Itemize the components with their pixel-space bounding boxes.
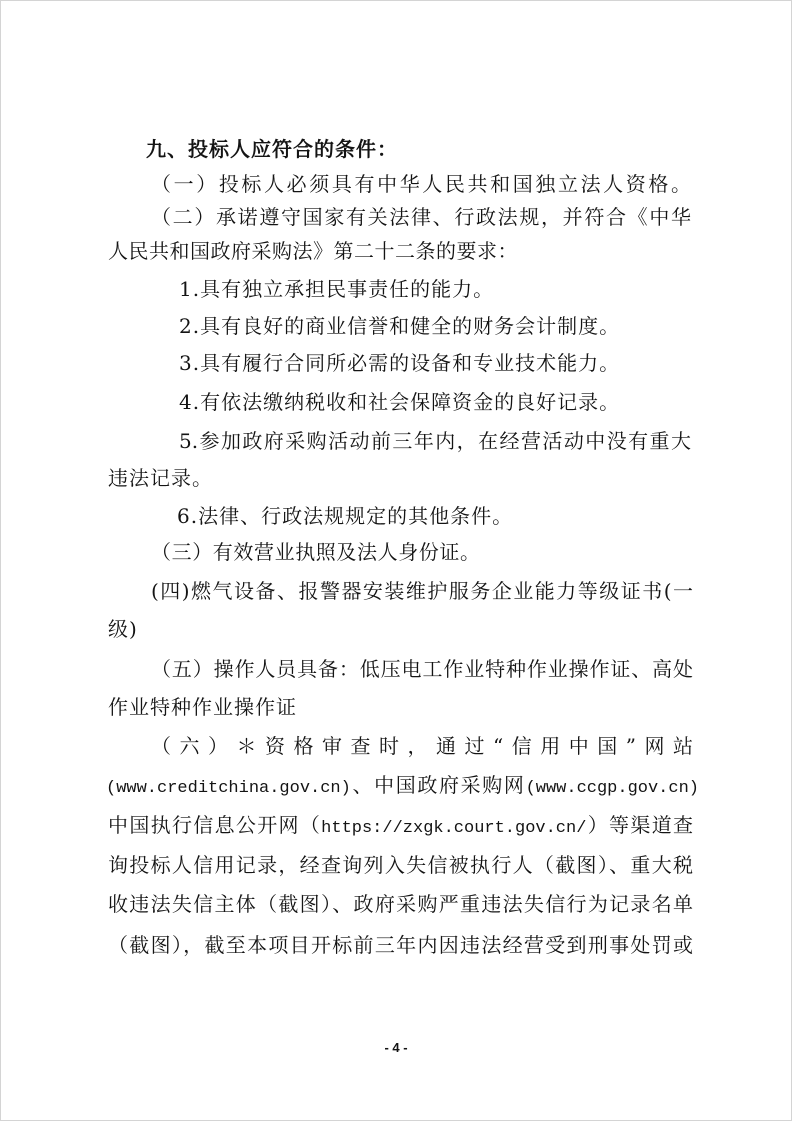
section-heading: 九、投标人应符合的条件： <box>146 137 398 161</box>
creditchina-url: (www.creditchina.gov.cn) <box>106 779 351 798</box>
sub-item-6: 6.法律、行政法规规定的其他条件。 <box>177 504 514 528</box>
ccgp-site-name: 、中国政府采购网 <box>350 773 526 797</box>
sub-item-3: 3.具有履行合同所必需的设备和专业技术能力。 <box>179 351 621 375</box>
condition-3-line-1: （三）有效营业执照及法人身份证。 <box>151 540 481 564</box>
sub-item-1: 1.具有独立承担民事责任的能力。 <box>179 277 495 301</box>
condition-6-line-4: 询投标人信用记录，经查询列入失信被执行人（截图）、重大税 <box>108 853 693 877</box>
page-number: - 4 - <box>384 1040 408 1055</box>
sub-item-5-line-1: 5.参加政府采购活动前三年内，在经营活动中没有重大 <box>179 429 691 453</box>
condition-4-line-1: (四)燃气设备、报警器安装维护服务企业能力等级证书(一 <box>151 579 693 603</box>
sub-item-5-line-2: 违法记录。 <box>108 466 213 490</box>
sub-item-2: 2.具有良好的商业信誉和健全的财务会计制度。 <box>179 314 621 338</box>
sub-item-4: 4.有依法缴纳税收和社会保障资金的良好记录。 <box>179 390 621 414</box>
condition-6-line-2 <box>106 772 699 802</box>
zxgk-url: https://zxgk.court.gov.cn/ <box>321 819 587 838</box>
ccgp-url: (www.ccgp.gov.cn) <box>525 779 699 798</box>
condition-6-line-3 <box>108 812 693 842</box>
condition-1-line-1: （一）投标人必须具有中华人民共和国独立法人资格。 <box>151 172 691 196</box>
condition-5-line-2: 作业特种作业操作证 <box>108 695 297 719</box>
condition-2-line-1: （二）承诺遵守国家有关法律、行政法规，并符合《中华 <box>151 205 691 229</box>
condition-6-line-1: （六）＊资格审查时，通过“信用中国”网站 <box>151 734 693 758</box>
zxgk-site-name: 中国执行信息公开网（ <box>108 813 322 837</box>
condition-5-line-1: （五）操作人员具备：低压电工作业特种作业操作证、高处 <box>151 657 693 681</box>
condition-2-line-2: 人民共和国政府采购法》第二十二条的要求： <box>108 239 518 263</box>
condition-6-line-6: （截图），截至本项目开标前三年内因违法经营受到刑事处罚或 <box>108 933 693 957</box>
condition-6-line-5: 收违法失信主体（截图）、政府采购严重违法失信行为记录名单 <box>108 892 693 916</box>
condition-4-line-2: 级) <box>108 617 138 641</box>
condition-6-line-3-tail: ）等渠道查 <box>586 813 694 837</box>
